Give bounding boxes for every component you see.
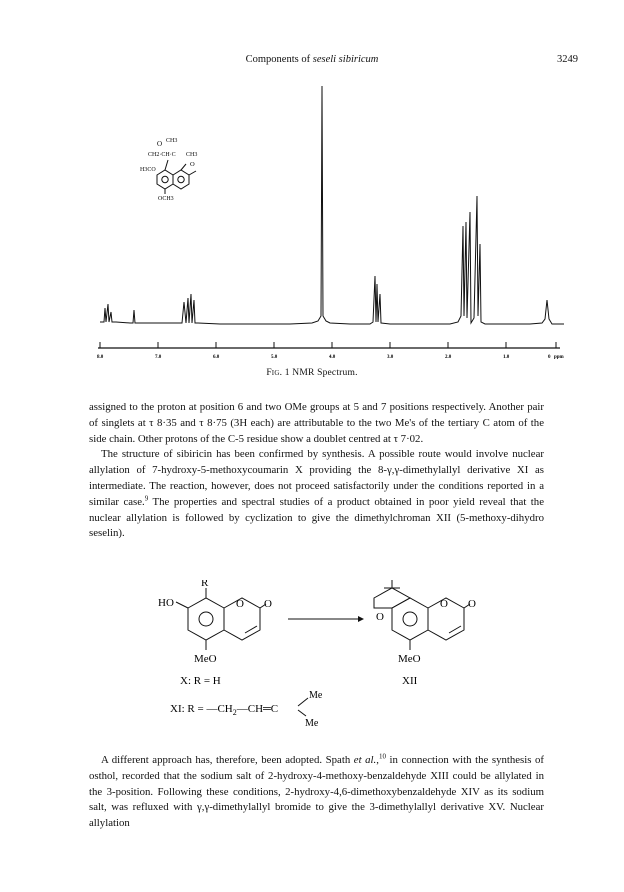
reference-10: 10 — [378, 752, 386, 761]
axis-unit-label: ppm — [554, 355, 564, 360]
body-text-upper — [89, 400, 544, 542]
reaction-scheme — [140, 580, 520, 750]
tick-label-0: 0 — [548, 355, 551, 360]
reaction-scheme-graphic — [140, 580, 520, 750]
tick-label-7: 7.0 — [155, 355, 162, 360]
figure-caption-label: Fig. 1 — [266, 368, 290, 378]
paragraph-1: assigned to the proton at position 6 and two OMe groups at 5 and 7 positions respectively. Another pair of singlets at τ 8·35 and τ 8·75 (3H each) are attributable to the two Me's of the tertiary C atom of the side chain. Other protons of the C-5 residue show a doublet centred at τ 7·02. — [89, 401, 544, 445]
tick-label-8: 8.0 — [97, 355, 104, 360]
figure-caption-text: NMR Spectrum. — [289, 368, 358, 378]
compound-xi-label — [170, 703, 278, 717]
tick-label-1: 1.0 — [503, 355, 510, 360]
scheme-meo-left: MeO — [194, 653, 217, 665]
inset-label-ch3-top: CH3 — [166, 138, 178, 144]
compound-xi-prefix: XI: R = —CH — [170, 703, 233, 715]
axis-ticks — [100, 342, 556, 348]
running-title-name: seseli sibiricum — [312, 54, 379, 65]
page-header — [0, 54, 624, 70]
xi-bond-lower — [298, 710, 306, 716]
paragraph-3-comma: , — [376, 754, 379, 766]
inset-label-ch3-right: CH3 — [186, 152, 198, 158]
paragraph-3 — [89, 753, 544, 832]
scheme-meo-right: MeO — [398, 653, 421, 665]
xi-bond-upper — [298, 698, 308, 706]
inset-label-och3: OCH3 — [158, 196, 174, 202]
running-title — [0, 54, 624, 65]
compound-xii-label: XII — [402, 675, 418, 687]
nmr-spectrum-graphic — [90, 80, 570, 380]
citation-et-al: et al. — [353, 754, 377, 766]
running-title-prefix: Components of — [245, 54, 313, 65]
compound-x-label: X: R = H — [180, 675, 221, 687]
reaction-arrowhead — [358, 616, 364, 622]
scheme-carbonyl-o-right: O — [468, 598, 476, 610]
paragraph-3-text: A different approach has, therefore, been adopted. Spath — [101, 754, 354, 766]
nmr-figure — [90, 80, 570, 380]
xi-me-lower: Me — [305, 718, 319, 729]
scheme-ho-label: HO — [158, 597, 174, 609]
paragraph-2-text: The structure of sibiricin has been confirmed by synthesis. A possible route would involve nuclear allylation of 7-hydroxy-5-methoxycoumarin X providing the 8-γ,γ-dimethylallyl derivative XI as intermediate. The reaction, however, does not proceed satisfactorily under the conditions reported in a similar case. — [89, 448, 544, 508]
page-number: 3249 — [557, 54, 578, 65]
scheme-chroman-o: O — [376, 611, 384, 623]
tick-label-2: 2.0 — [445, 355, 452, 360]
tick-label-4: 4.0 — [329, 355, 336, 360]
paragraph-2-text-cont: The properties and spectral studies of a product obtained in poor yield reveal that the nuclear allylation is followed by cyclization to give the dimethylchroman XII (5-methoxy-dihydro seselin). — [89, 495, 544, 540]
inset-label-o1: O — [157, 140, 163, 148]
xi-me-upper: Me — [309, 690, 323, 701]
inset-label-o2: O — [190, 161, 195, 168]
structure-xii — [374, 580, 470, 650]
compound-xi-sub: 2 — [232, 708, 237, 717]
figure-caption — [0, 368, 624, 378]
scheme-r-label: R — [201, 580, 209, 589]
tick-label-5: 5.0 — [271, 355, 278, 360]
scheme-ring-o: O — [236, 598, 244, 610]
inset-label-ch2-chain: CH2·CH·C — [148, 152, 176, 158]
compound-xi-mid: —CH═C — [236, 703, 279, 715]
inset-label-h3co: H3CO — [140, 167, 156, 173]
reference-9: 9 — [144, 494, 149, 503]
paragraph-3-text-cont: in connection with the synthesis of osthol, recorded that the sodium salt of 2-hydroxy-4-methoxy-benzaldehyde XIII could be allylated in the 3-position. Following these conditions, 2-hydroxy-4,6-dimethoxybenzaldehyde XIV as its sodium salt, was refluxed with γ,γ-dimethylallyl bromide to give the 3-dimethylallyl derivative XV. Nuclear allylation — [89, 754, 545, 830]
structure-x — [176, 588, 266, 650]
scheme-ring-o-right: O — [440, 598, 448, 610]
tick-label-3: 3.0 — [387, 355, 394, 360]
body-text-lower — [89, 753, 544, 832]
tick-label-6: 6.0 — [213, 355, 220, 360]
scheme-carbonyl-o: O — [264, 598, 272, 610]
paragraph-2 — [89, 447, 544, 542]
spectrum-trace — [100, 86, 564, 324]
